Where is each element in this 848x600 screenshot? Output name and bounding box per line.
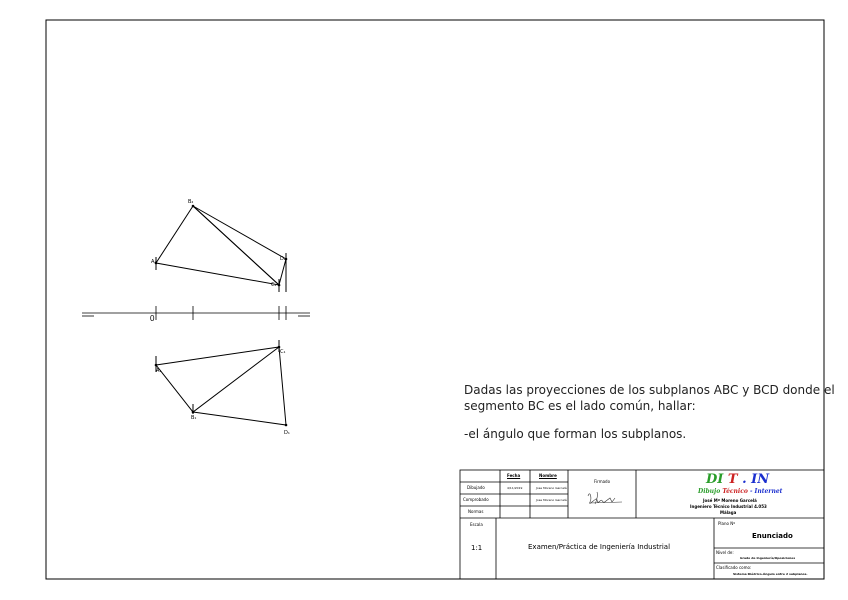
plano-value: Enunciado	[752, 532, 793, 540]
triangle-bcd-vertical	[193, 206, 286, 285]
row-normas: Normas	[468, 509, 484, 514]
plano-label: Plano Nº	[718, 521, 736, 526]
label-a-vertical: A₂	[151, 259, 157, 265]
ground-line	[82, 306, 310, 320]
label-a-horizontal: A₁	[156, 368, 162, 374]
label-b-vertical: B₂	[188, 199, 194, 205]
statement-line-1: Dadas las proyecciones de los subplanos ABC y BCD donde el	[464, 383, 835, 397]
signature	[588, 492, 622, 504]
author-name: José Mª Moreno Garcelá	[703, 498, 757, 503]
sheet-frame	[46, 20, 824, 579]
drawing-title: Examen/Práctica de Ingeniería Industrial	[528, 543, 671, 551]
dibujado-nombre: Jose Moreno Garcelá	[536, 486, 567, 490]
nivel-label: Nivel de:	[716, 550, 734, 555]
statement-line-2: segmento BC es el lado común, hallar:	[464, 399, 696, 413]
dibujado-fecha: 4/11/2019	[507, 486, 523, 490]
nivel-value: Grado de Ingeniería/Oposiciones	[740, 556, 796, 560]
horizontal-projection	[156, 340, 286, 425]
label-d-vertical: D₂	[280, 256, 286, 262]
comprobado-nombre: Jose Moreno Garcelá	[536, 498, 567, 502]
row-comprobado: Comprobado	[463, 497, 489, 502]
label-d-horizontal: D₁	[284, 430, 290, 436]
dit-in-logo-subtitle: Dibujo Técnico - Internet	[698, 488, 783, 495]
ground-line-label: 0	[150, 314, 155, 323]
row-dibujado: Dibujado	[467, 485, 485, 490]
label-c-horizontal: C₁	[280, 349, 286, 355]
author-title: Ingeniero Técnico Industrial 4.053	[690, 504, 767, 509]
label-b-horizontal: B₁	[191, 415, 197, 421]
clasificado-value: Sistema Diédrico-Ángulo entre 2 subplanos.	[733, 572, 808, 576]
col-nombre: Nombre	[539, 473, 557, 478]
clasificado-label: Clasificado como:	[716, 565, 752, 570]
escala-label: Escala	[470, 522, 483, 527]
statement-line-3: -el ángulo que forman los subplanos.	[464, 427, 687, 441]
triangle-abc-vertical	[156, 206, 279, 285]
dit-in-logo: DI T . IN	[706, 472, 770, 487]
author-city: Málaga	[720, 510, 737, 515]
escala-value: 1:1	[471, 544, 483, 552]
label-c-vertical: C₂	[271, 282, 277, 288]
triangle-abc-horizontal	[156, 347, 279, 412]
triangle-bcd-horizontal	[193, 347, 286, 425]
vertical-projection	[156, 206, 286, 292]
col-fecha: Fecha	[507, 473, 521, 478]
firmado-label: Firmado	[594, 479, 611, 484]
